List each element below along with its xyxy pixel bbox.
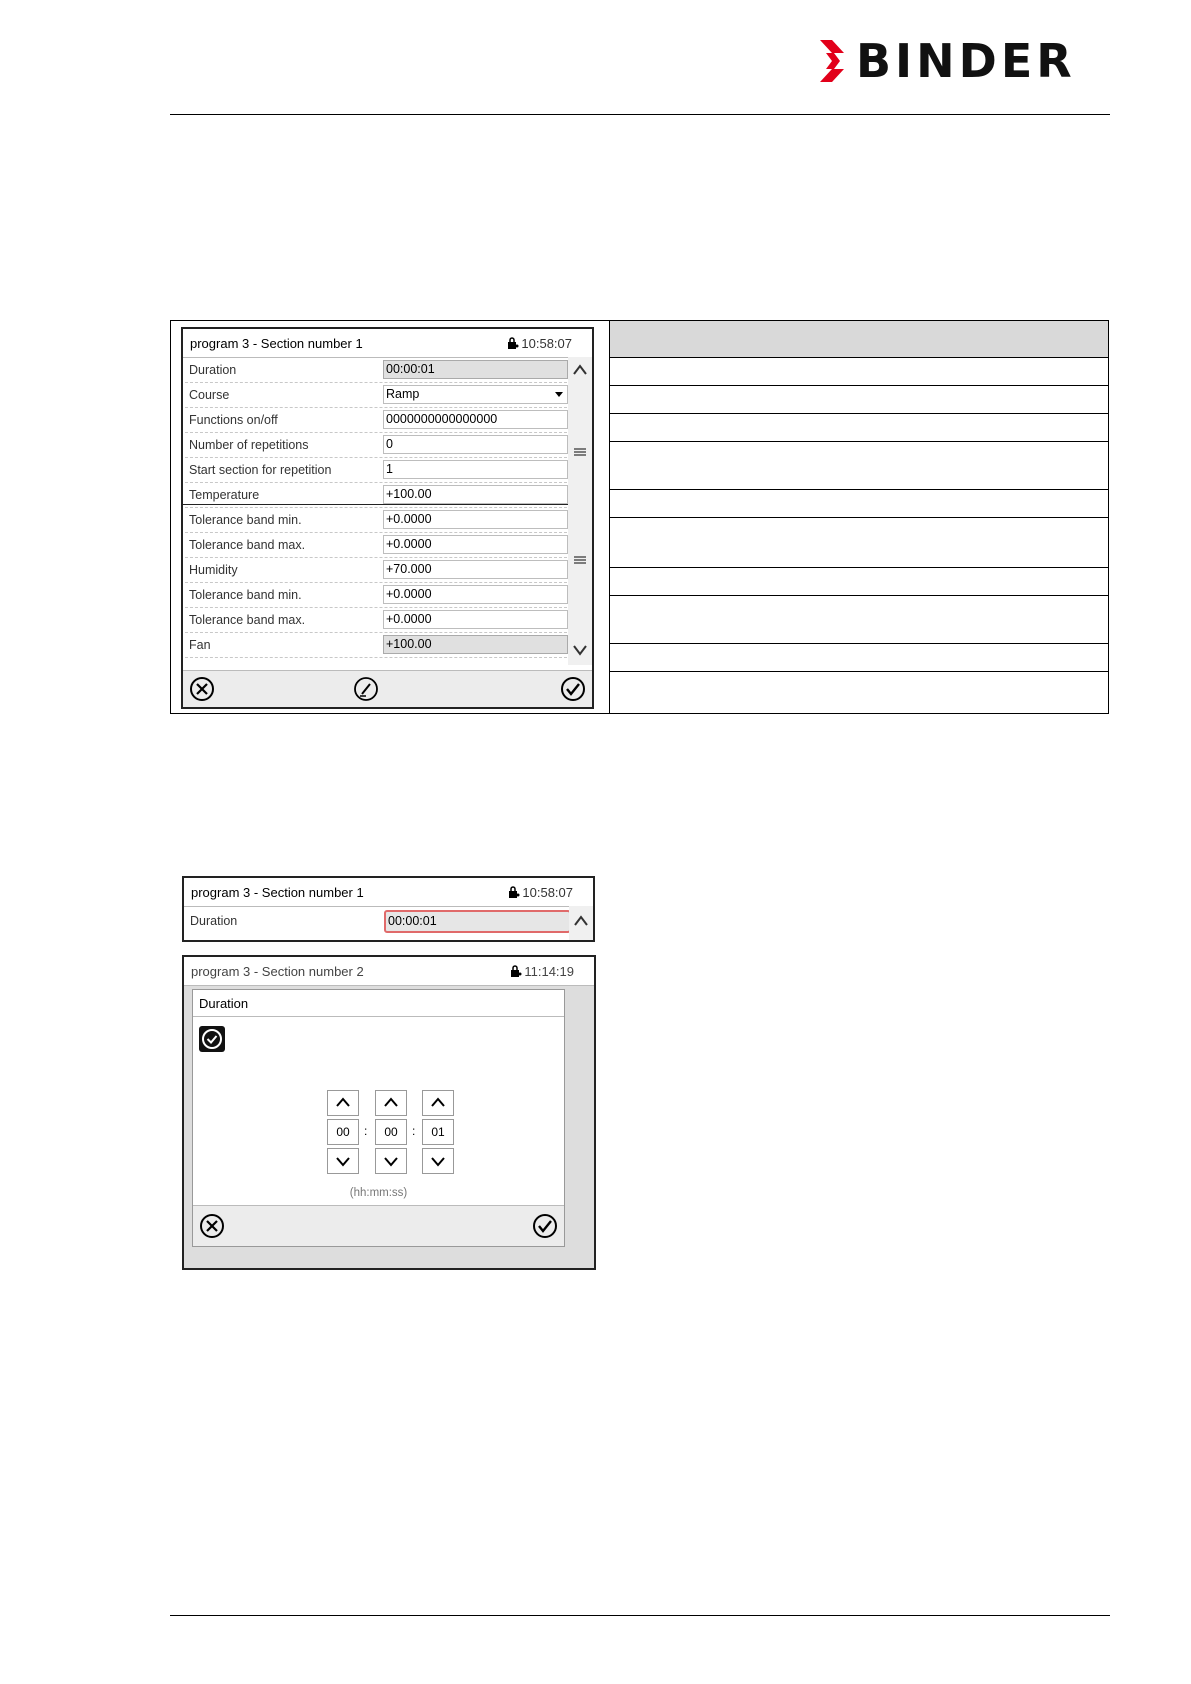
screen-title: program 3 - Section number 1 xyxy=(190,336,363,351)
param-row-temp-tol-min[interactable] xyxy=(185,507,567,533)
lock-icon xyxy=(508,886,520,898)
edit-icon[interactable] xyxy=(353,676,379,702)
dialog-title-bar xyxy=(193,990,564,1017)
table-row-divider xyxy=(610,385,1108,386)
chevron-down-icon xyxy=(376,1149,406,1173)
param-row-hum-tol-max[interactable] xyxy=(185,607,567,633)
cancel-icon[interactable] xyxy=(189,676,215,702)
scroll-up-icon[interactable] xyxy=(573,914,589,928)
table-row-divider xyxy=(610,643,1108,644)
time-separator: : xyxy=(364,1124,368,1138)
seconds-up-button[interactable] xyxy=(422,1090,454,1116)
course-select[interactable] xyxy=(383,385,568,404)
clock-time: 10:58:07 xyxy=(522,885,573,900)
clock-check-icon xyxy=(199,1026,225,1052)
footer-rule xyxy=(170,1615,1110,1616)
chevron-up-icon xyxy=(376,1091,406,1115)
chevron-up-icon xyxy=(423,1091,453,1115)
screen-title-bar xyxy=(184,957,594,986)
table-row-divider xyxy=(610,595,1108,596)
temperature-field[interactable]: +100.00 xyxy=(383,485,568,504)
duration-select-screen xyxy=(182,876,595,942)
duration-dialog xyxy=(192,989,565,1247)
fan-field[interactable]: +100.00 xyxy=(383,635,568,654)
param-label: Tolerance band max. xyxy=(189,613,306,627)
table-row-divider xyxy=(610,489,1108,490)
hours-value[interactable]: 00 xyxy=(327,1119,359,1145)
time-separator: : xyxy=(412,1124,416,1138)
clock-time: 11:14:19 xyxy=(524,964,574,979)
minutes-down-button[interactable] xyxy=(375,1148,407,1174)
param-label: Start section for repetition xyxy=(189,463,332,477)
screen-title-bar xyxy=(184,878,593,907)
confirm-icon[interactable] xyxy=(532,1213,558,1239)
param-label: Tolerance band min. xyxy=(189,513,302,527)
chevron-down-icon xyxy=(423,1149,453,1173)
settings-table xyxy=(170,320,1109,714)
screen-title: program 3 - Section number 2 xyxy=(191,964,364,979)
hum-tolerance-min-field[interactable]: +0.0000 xyxy=(383,585,568,604)
scrollbar[interactable] xyxy=(569,906,593,940)
param-label: Duration xyxy=(189,363,237,377)
minutes-value[interactable]: 00 xyxy=(375,1119,407,1145)
table-row-divider xyxy=(610,567,1108,568)
param-label: Course xyxy=(189,388,230,402)
duration-field[interactable]: 00:00:01 xyxy=(383,360,568,379)
param-row-temperature[interactable] xyxy=(185,482,567,508)
program-section-screen xyxy=(181,327,594,709)
temp-tolerance-max-field[interactable]: +0.0000 xyxy=(383,535,568,554)
time-format-hint: (hh:mm:ss) xyxy=(349,1187,408,1199)
param-row-fan[interactable] xyxy=(185,632,567,658)
minutes-up-button[interactable] xyxy=(375,1090,407,1116)
seconds-down-button[interactable] xyxy=(422,1148,454,1174)
table-row-divider xyxy=(610,671,1108,672)
lock-icon xyxy=(507,337,519,349)
binder-logo-mark-icon xyxy=(820,40,850,82)
binder-logo xyxy=(820,34,1076,88)
functions-field[interactable]: 0000000000000000 xyxy=(383,410,568,429)
param-label: Duration xyxy=(190,914,238,928)
param-row-duration[interactable] xyxy=(186,908,568,933)
param-label: Humidity xyxy=(189,563,238,577)
dialog-button-bar xyxy=(193,1205,564,1246)
scroll-handle-icon[interactable] xyxy=(572,445,588,459)
scrollbar[interactable] xyxy=(568,357,592,665)
param-row-humidity[interactable] xyxy=(185,557,567,583)
seconds-value[interactable]: 01 xyxy=(422,1119,454,1145)
table-row-divider xyxy=(610,441,1108,442)
param-label: Functions on/off xyxy=(189,413,278,427)
table-row-divider xyxy=(610,517,1108,518)
dropdown-arrow-icon xyxy=(555,392,563,397)
param-row-start-section[interactable] xyxy=(185,457,567,483)
param-label: Number of repetitions xyxy=(189,438,309,452)
param-row-functions[interactable] xyxy=(185,407,567,433)
screen-button-bar xyxy=(183,670,592,707)
temp-tolerance-min-field[interactable]: +0.0000 xyxy=(383,510,568,529)
hours-down-button[interactable] xyxy=(327,1148,359,1174)
start-section-field[interactable]: 1 xyxy=(383,460,568,479)
clock xyxy=(510,964,574,979)
param-label: Fan xyxy=(189,638,211,652)
scroll-up-icon[interactable] xyxy=(572,363,588,377)
param-row-hum-tol-min[interactable] xyxy=(185,582,567,608)
clock xyxy=(507,336,572,351)
scroll-handle-icon[interactable] xyxy=(572,553,588,567)
param-row-temp-tol-max[interactable] xyxy=(185,532,567,558)
chevron-up-icon xyxy=(328,1091,358,1115)
screen-title: program 3 - Section number 1 xyxy=(191,885,364,900)
dialog-title: Duration xyxy=(199,996,249,1011)
course-value: Ramp xyxy=(386,387,420,401)
duration-field-selected[interactable]: 00:00:01 xyxy=(384,910,571,933)
chevron-down-icon xyxy=(328,1149,358,1173)
repetitions-field[interactable]: 0 xyxy=(383,435,568,454)
param-row-duration[interactable] xyxy=(185,357,567,383)
scroll-down-icon[interactable] xyxy=(572,643,588,657)
cancel-icon[interactable] xyxy=(199,1213,225,1239)
screen-title-bar xyxy=(183,329,592,358)
clock-time: 10:58:07 xyxy=(521,336,572,351)
hours-up-button[interactable] xyxy=(327,1090,359,1116)
param-label: Tolerance band min. xyxy=(189,588,302,602)
humidity-field[interactable]: +70.000 xyxy=(383,560,568,579)
hum-tolerance-max-field[interactable]: +0.0000 xyxy=(383,610,568,629)
table-header-cell xyxy=(610,321,1108,358)
table-row-divider xyxy=(610,413,1108,414)
header-rule xyxy=(170,114,1110,115)
confirm-icon[interactable] xyxy=(560,676,586,702)
duration-dialog-screen xyxy=(182,955,596,1270)
clock xyxy=(508,885,573,900)
param-row-repetitions[interactable] xyxy=(185,432,567,458)
param-label: Temperature xyxy=(189,488,260,502)
lock-icon xyxy=(510,965,522,977)
logo-text: BINDER xyxy=(856,34,1076,88)
param-row-course[interactable] xyxy=(185,382,567,408)
param-label: Tolerance band max. xyxy=(189,538,306,552)
